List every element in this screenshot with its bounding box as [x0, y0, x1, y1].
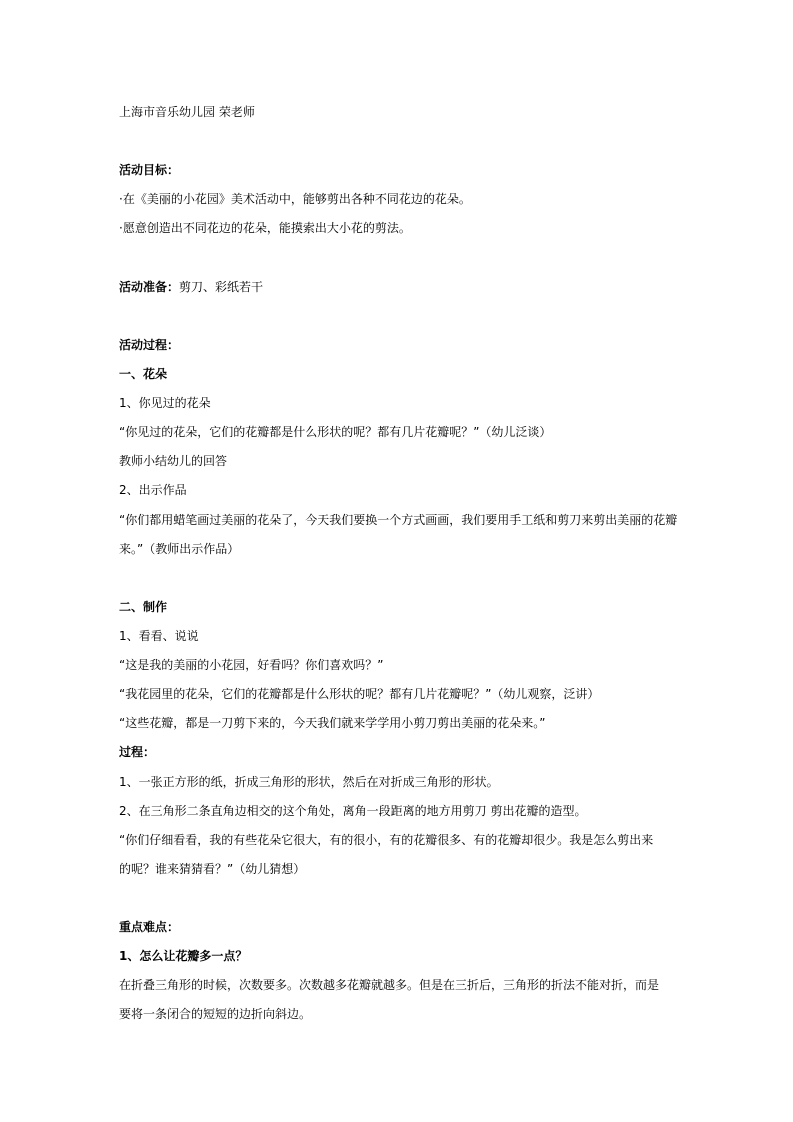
keypoints-heading: 重点难点：: [119, 920, 180, 934]
section1-heading: 一、花朵: [119, 367, 168, 381]
author-line: 上海市音乐幼儿园 荣老师: [119, 105, 255, 119]
section2-line: “这些花瓣，都是一刀剪下来的，今天我们就来学学用小剪刀剪出美丽的花朵来。”: [119, 716, 546, 730]
section2-line: 1、看看、说说: [119, 629, 199, 643]
preparation-text: 剪刀、彩纸若干: [179, 280, 264, 294]
preparation-line: [119, 279, 263, 295]
section1-line: 1、你见过的花朵: [119, 396, 211, 410]
section1-line: “你们都用蜡笔画过美丽的花朵了，今天我们要换一个方式画画，我们要用手工纸和剪刀来剪出美丽的花瓣: [119, 513, 678, 527]
procedure-line: “你们仔细看看，我的有些花朵它很大，有的很小，有的花瓣很多、有的花瓣却很少。我是怎么剪出来: [119, 833, 654, 847]
section2-line: “我花园里的花朵，它们的花瓣都是什么形状的呢？都有几片花瓣呢？”（幼儿观察，泛讲）: [119, 687, 600, 701]
keypoints-line: 要将一条闭合的短短的边折向斜边。: [119, 1007, 312, 1021]
section2-heading: 二、制作: [119, 600, 168, 614]
preparation-heading: 活动准备：: [119, 280, 180, 294]
procedure-line: 2、在三角形二条直角边相交的这个角处，离角一段距离的地方用剪刀 剪出花瓣的造型。: [119, 804, 587, 818]
procedure-line: 的呢？谁来猜猜看？”（幼儿猜想）: [119, 862, 306, 876]
process-heading: 活动过程：: [119, 338, 180, 352]
section2-line: “这是我的美丽的小花园，好看吗？你们喜欢吗？”: [119, 658, 384, 672]
procedure-line: 1、一张正方形的纸，折成三角形的形状，然后在对折成三角形的形状。: [119, 775, 499, 789]
section1-line: “你见过的花朵，它们的花瓣都是什么形状的呢？都有几片花瓣呢？”（幼儿泛谈）: [119, 425, 552, 439]
section1-line: 教师小结幼儿的回答: [119, 454, 228, 468]
keypoints-subheading: 1、怎么让花瓣多一点？: [119, 949, 248, 963]
keypoints-line: 在折叠三角形的时候，次数要多。次数越多花瓣就越多。但是在三折后，三角形的折法不能对折，而是: [119, 978, 660, 992]
goal-item: ·在《美丽的小花园》美术活动中，能够剪出各种不同花边的花朵。: [119, 192, 471, 206]
procedure-heading: 过程：: [119, 745, 156, 759]
goals-heading: 活动目标：: [119, 163, 180, 177]
section1-line: 2、出示作品: [119, 483, 187, 497]
goal-item: ·愿意创造出不同花边的花朵，能摸索出大小花的剪法。: [119, 221, 411, 235]
section1-line: 来。”（教师出示作品）: [119, 542, 240, 556]
